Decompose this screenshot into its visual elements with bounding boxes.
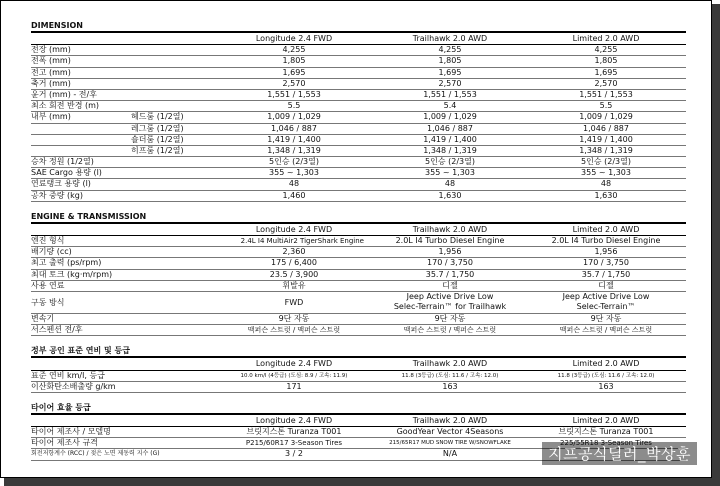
cell: N/A — [442, 449, 458, 459]
cell: 11.8 (3등급) (도심: 11.6 / 고속: 12.0) — [401, 372, 499, 379]
cell: 1,419 / 1,400 — [267, 134, 321, 144]
table-row — [31, 101, 686, 112]
cell: 3 / 2 — [285, 449, 303, 459]
table-row — [31, 123, 686, 135]
cell: 브릿지스톤 Turanza T001 — [246, 427, 342, 437]
table-row — [31, 258, 686, 269]
cell: 2,570 — [438, 78, 462, 88]
cell: 브릿지스톤 Turanza T001 — [558, 427, 654, 437]
cell: 1,956 — [594, 247, 618, 257]
cell: 225/55R18 3-Season Tires — [560, 439, 652, 448]
cell: 1,695 — [438, 67, 462, 77]
cell — [372, 292, 528, 312]
cell: 1,009 / 1,029 — [579, 112, 633, 122]
cell: 1,805 — [594, 56, 618, 66]
table-row — [31, 314, 686, 325]
cell: 48 — [444, 179, 456, 189]
cell: 1,805 — [282, 56, 306, 66]
cell: 4,255 — [594, 45, 618, 55]
table-row — [31, 427, 686, 438]
cell: 215/65R17 MUD SNOW TIRE W/SNOWFLAKE — [389, 440, 511, 447]
table-row — [31, 90, 686, 101]
cell: 9단 자동 — [278, 313, 310, 323]
row-label: 타이어 제조사 규격 — [31, 438, 98, 448]
table-row — [31, 135, 686, 146]
table-row — [31, 281, 686, 292]
cell: 1,348 / 1,319 — [423, 145, 477, 155]
cell: 1,630 — [438, 190, 462, 200]
row-label: 최소 회전 반경 (m) — [31, 101, 100, 111]
watermark: 지프공식딜러_박상훈 — [542, 442, 697, 465]
col-header: Trailhawk 2.0 AWD — [412, 34, 488, 43]
cell: 4,255 — [282, 45, 306, 55]
drive-row — [31, 292, 686, 314]
interior-label-row — [31, 112, 686, 122]
row-label: 축거 (mm) — [31, 78, 71, 88]
cell: 1,046 / 887 — [427, 123, 473, 133]
col-header: Limited 2.0 AWD — [572, 359, 640, 369]
cell: 170 / 3,750 — [583, 258, 629, 268]
cell: 170 / 3,750 — [427, 258, 473, 268]
cell: 맥퍼슨 스트럿 / 맥퍼슨 스트럿 — [247, 326, 341, 335]
row-label: 윤거 (mm) - 전/후 — [31, 89, 97, 99]
row-label: 표준 연비 km/l, 등급 — [31, 370, 105, 380]
cell: 175 / 6,400 — [271, 258, 317, 268]
cell: 5인승 (2/3열) — [269, 157, 319, 167]
cell: P215/60R17 3-Season Tires — [245, 439, 343, 448]
section-title: DIMENSION — [31, 21, 686, 33]
engine-section — [31, 212, 686, 337]
cell: 1,348 / 1,319 — [267, 145, 321, 155]
cell: 2.0L I4 Turbo Diesel Engine — [395, 236, 505, 245]
cell: 1,046 / 887 — [583, 123, 629, 133]
table-row — [31, 236, 686, 247]
cell: 휘발유 — [282, 280, 306, 290]
cell: 1,009 / 1,029 — [267, 112, 321, 122]
cell: 355 ~ 1,303 — [425, 168, 475, 178]
table-row — [31, 157, 686, 168]
cell: 2,570 — [594, 78, 618, 88]
cell: 1,009 / 1,029 — [423, 112, 477, 122]
cell — [528, 292, 684, 312]
cell: 35.7 / 1,750 — [425, 269, 475, 279]
table-row — [31, 247, 686, 258]
dimension-section — [31, 21, 686, 202]
cell: 디젤 — [442, 280, 458, 290]
sub-label: 히프룸 (1/2열) — [131, 145, 184, 155]
cell: 2.0L I4 Turbo Diesel Engine — [551, 236, 661, 245]
col-header: Trailhawk 2.0 AWD — [412, 415, 488, 425]
cell: 1,551 / 1,553 — [579, 89, 633, 99]
row-label: 구동 방식 — [31, 297, 65, 307]
table-row — [31, 168, 686, 179]
row-label: 이산화탄소배출량 g/km — [31, 381, 116, 391]
cell: 디젤 — [598, 280, 614, 290]
table-row — [31, 56, 686, 67]
cell: 5인승 (2/3열) — [581, 157, 631, 167]
fuel-section — [31, 346, 686, 393]
cell-line: Jeep Active Drive Low — [406, 291, 494, 301]
cell: 5.4 — [443, 101, 457, 111]
section-title: 타이어 효율 등급 — [31, 403, 686, 415]
table-row — [31, 191, 686, 202]
cell: 171 — [286, 381, 302, 391]
table-row — [31, 382, 686, 393]
row-label: 배기량 (cc) — [31, 247, 72, 257]
cell: 1,630 — [594, 190, 618, 200]
cell: 35.7 / 1,750 — [581, 269, 631, 279]
cell: GoodYear Vector 4Seasons — [396, 427, 504, 437]
cell: 5.5 — [599, 101, 613, 111]
row-label: 전폭 (mm) — [31, 56, 71, 66]
section-title: ENGINE & TRANSMISSION — [31, 212, 686, 224]
cell: 11.8 (3등급) (도심: 11.6 / 고속: 12.0) — [557, 372, 655, 379]
row-label: 내부 (mm) — [31, 112, 71, 122]
cell: 1,460 — [282, 190, 306, 200]
row-label: 전고 (mm) — [31, 67, 71, 77]
cell: 1,551 / 1,553 — [423, 89, 477, 99]
col-header: Longitude 2.4 FWD — [255, 415, 333, 425]
cell: 355 ~ 1,303 — [269, 168, 319, 178]
row-label: 최대 토크 (kg·m/rpm) — [31, 269, 113, 279]
row-label: SAE Cargo 용량 (l) — [31, 168, 102, 178]
row-label: 변속기 — [31, 313, 55, 323]
cell: 4,255 — [438, 45, 462, 55]
cell: 163 — [442, 381, 458, 391]
table-row — [31, 270, 686, 281]
cell: 2,360 — [282, 247, 306, 257]
cell-line: Selec-Terrain™ — [576, 301, 636, 311]
cell: 48 — [600, 179, 612, 189]
cell: 1,419 / 1,400 — [423, 134, 477, 144]
table-row — [31, 45, 686, 56]
row-label: 승차 정원 (1/2열) — [31, 157, 94, 167]
cell: 2.4L I4 MultiAir2 TigerShark Engine — [240, 237, 364, 245]
col-header: Limited 2.0 AWD — [572, 415, 640, 425]
cell: 맥퍼슨 스트럿 / 맥퍼슨 스트럿 — [403, 326, 497, 335]
cell: 23.5 / 3,900 — [269, 269, 319, 279]
header-row — [31, 359, 686, 370]
table-row — [31, 325, 686, 336]
section-title: 정부 공인 표준 연비 및 등급 — [31, 346, 686, 358]
row-label: 연료탱크 용량 (l) — [31, 179, 91, 189]
cell: 5인승 (2/3열) — [425, 157, 475, 167]
sub-label: 레그룸 (1/2열) — [131, 123, 184, 133]
header-row — [31, 225, 686, 236]
row-label: 엔진 형식 — [31, 236, 65, 245]
header-row — [31, 34, 686, 45]
cell: 355 ~ 1,303 — [581, 168, 631, 178]
cell: 1,695 — [282, 67, 306, 77]
col-header: Longitude 2.4 FWD — [255, 359, 333, 369]
cell: 2,570 — [282, 78, 306, 88]
header-row — [31, 416, 686, 427]
table-row — [31, 79, 686, 90]
cell-line: Selec-Terrain™ for Trailhawk — [393, 301, 507, 311]
row-label: 최고 출력 (ps/rpm) — [31, 258, 102, 268]
cell: 163 — [598, 381, 614, 391]
col-header: Trailhawk 2.0 AWD — [412, 359, 488, 369]
table-row — [31, 371, 686, 382]
sub-label: 숄더룸 (1/2열) — [131, 134, 184, 144]
table-row — [31, 179, 686, 190]
cell: 1,419 / 1,400 — [579, 134, 633, 144]
table-row — [31, 68, 686, 79]
cell: 1,805 — [438, 56, 462, 66]
col-header: Longitude 2.4 FWD — [255, 34, 333, 43]
col-header: Longitude 2.4 FWD — [255, 224, 333, 234]
row-label: 타이어 제조사 / 모델명 — [31, 427, 111, 437]
cell: FWD — [284, 297, 304, 307]
cell: 1,956 — [438, 247, 462, 257]
sub-label: 헤드룸 (1/2열) — [131, 112, 184, 122]
cell: 1,348 / 1,319 — [579, 145, 633, 155]
cell: 1,695 — [594, 67, 618, 77]
row-label: 서스펜션 전/후 — [31, 325, 83, 335]
row-label: 전장 (mm) — [31, 45, 71, 55]
cell-line: Jeep Active Drive Low — [562, 291, 650, 301]
col-header: Limited 2.0 AWD — [572, 224, 640, 234]
cell: 48 — [288, 179, 300, 189]
row-label: 공차 중량 (kg) — [31, 190, 83, 200]
row-label: 사용 연료 — [31, 280, 65, 290]
col-header: Trailhawk 2.0 AWD — [412, 224, 488, 234]
cell: 10.0 km/l (4등급) (도심: 8.9 / 고속: 11.9) — [240, 372, 348, 379]
row-label: 회전저항계수 (RCC) / 젖은 노면 제동력 지수 (G) — [31, 450, 160, 458]
cell: 9단 자동 — [590, 313, 622, 323]
col-header: Limited 2.0 AWD — [572, 34, 640, 43]
cell: 1,046 / 887 — [271, 123, 317, 133]
cell: 맥퍼슨 스트럿 / 맥퍼슨 스트럿 — [559, 326, 653, 335]
cell: 1,551 / 1,553 — [267, 89, 321, 99]
spec-content — [31, 21, 686, 471]
cell: 5.5 — [287, 101, 301, 111]
cell: 9단 자동 — [434, 313, 466, 323]
table-row — [31, 146, 686, 157]
